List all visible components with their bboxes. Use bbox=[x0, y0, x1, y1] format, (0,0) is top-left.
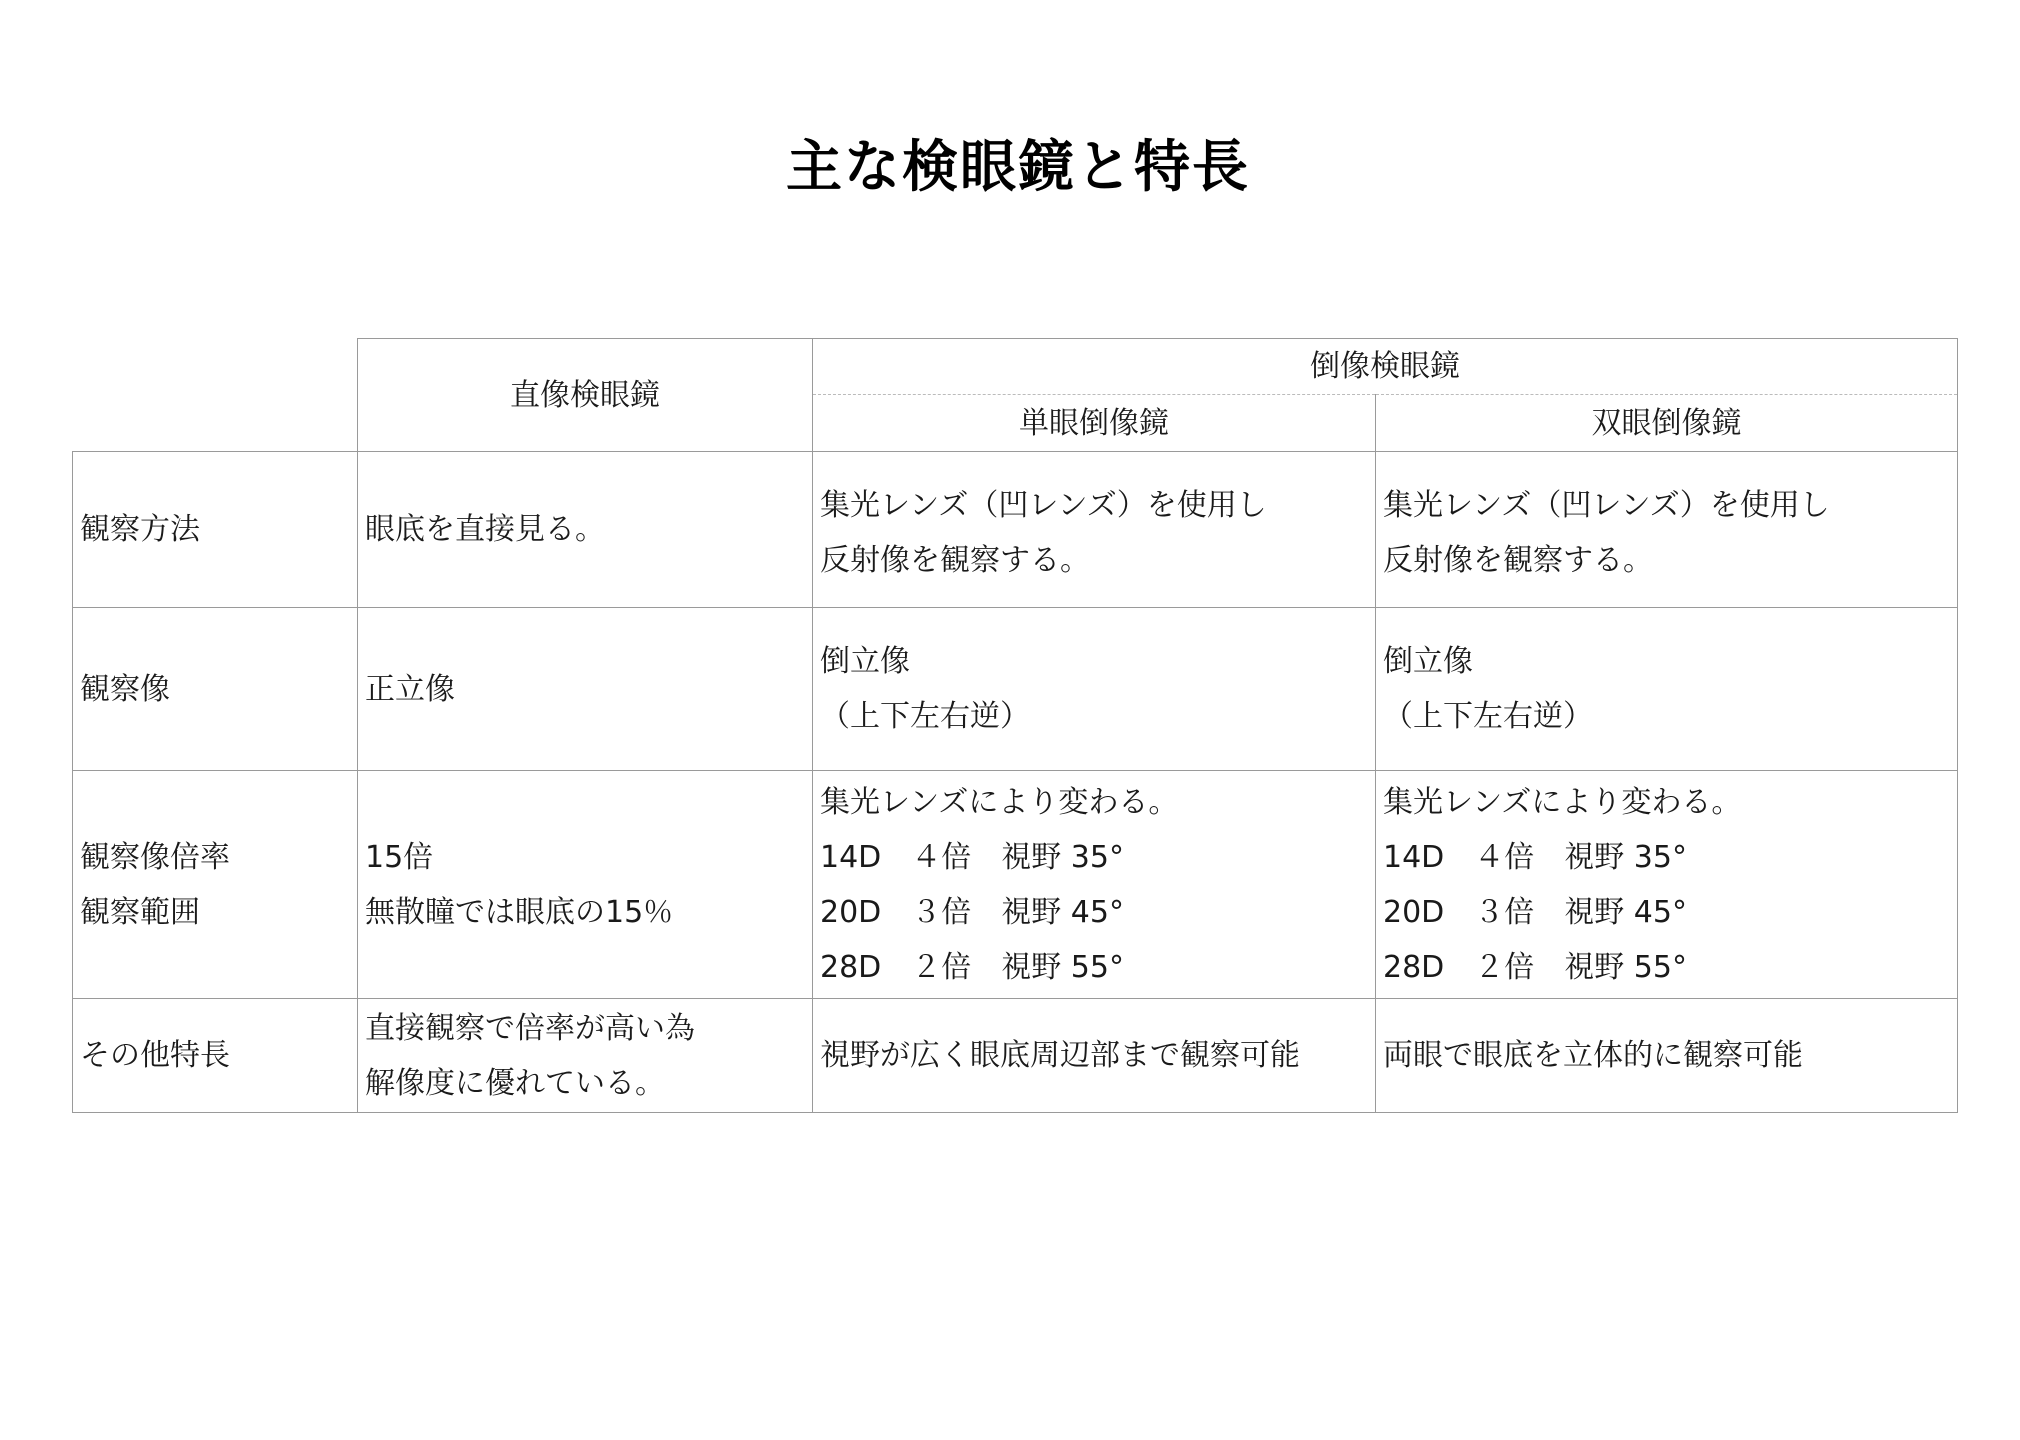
cell-monocular-other bbox=[813, 999, 1376, 1113]
row-label-magnification bbox=[73, 771, 358, 999]
cell-line: 28D ２倍 視野 55° bbox=[820, 949, 1124, 985]
header-binocular: 双眼倒像鏡 bbox=[1376, 395, 1958, 452]
cell-line: 倒立像 bbox=[1383, 644, 1473, 679]
cell-line: 15倍 bbox=[365, 839, 434, 875]
cell-line: 反射像を観察する。 bbox=[1383, 543, 1653, 578]
row-label-image bbox=[73, 608, 358, 771]
cell-direct-magnification bbox=[358, 771, 813, 999]
cell-line: 無散瞳では眼底の15％ bbox=[365, 894, 674, 930]
ophthalmoscope-table bbox=[72, 338, 1958, 1113]
cell-line: 20D ３倍 視野 45° bbox=[1383, 894, 1687, 930]
cell-line: 直接観察で倍率が高い為 bbox=[365, 1010, 695, 1046]
cell-line: 視野が広く眼底周辺部まで観察可能 bbox=[820, 1038, 1300, 1073]
cell-line: 20D ３倍 視野 45° bbox=[820, 894, 1124, 930]
cell-line: 集光レンズにより変わる。 bbox=[1383, 784, 1742, 820]
cell-line: 集光レンズ（凹レンズ）を使用し bbox=[820, 488, 1267, 523]
cell-line: その他特長 bbox=[80, 1038, 230, 1073]
cell-monocular-method bbox=[813, 452, 1376, 608]
corner-cell bbox=[73, 339, 358, 452]
header-direct: 直像検眼鏡 bbox=[358, 339, 813, 452]
cell-line: （上下左右逆） bbox=[820, 699, 1030, 734]
cell-line: 両眼で眼底を立体的に観察可能 bbox=[1383, 1038, 1803, 1073]
cell-binocular-image bbox=[1376, 608, 1958, 771]
cell-line: 観察方法 bbox=[80, 512, 200, 547]
cell-binocular-other bbox=[1376, 999, 1958, 1113]
cell-line: 集光レンズにより変わる。 bbox=[820, 784, 1179, 820]
cell-line: 倒立像 bbox=[820, 644, 910, 679]
cell-line: 集光レンズ（凹レンズ）を使用し bbox=[1383, 488, 1830, 523]
cell-line: 反射像を観察する。 bbox=[820, 543, 1090, 578]
cell-line: （上下左右逆） bbox=[1383, 699, 1593, 734]
cell-line: 28D ２倍 視野 55° bbox=[1383, 949, 1687, 985]
cell-binocular-method bbox=[1376, 452, 1958, 608]
cell-line: 14D ４倍 視野 35° bbox=[820, 839, 1124, 875]
cell-line: 14D ４倍 視野 35° bbox=[1383, 839, 1687, 875]
cell-line: 観察範囲 bbox=[80, 894, 200, 930]
header-monocular: 単眼倒像鏡 bbox=[813, 395, 1376, 452]
cell-monocular-image bbox=[813, 608, 1376, 771]
cell-direct-method bbox=[358, 452, 813, 608]
cell-line: 観察像倍率 bbox=[80, 839, 230, 875]
cell-line: 観察像 bbox=[80, 671, 170, 707]
row-label-other bbox=[73, 999, 358, 1113]
cell-line: 正立像 bbox=[365, 671, 455, 707]
cell-monocular-magnification bbox=[813, 771, 1376, 999]
cell-line: 眼底を直接見る。 bbox=[365, 512, 605, 547]
row-label-method bbox=[73, 452, 358, 608]
cell-line: 解像度に優れている。 bbox=[365, 1065, 665, 1101]
page-title: 主な検眼鏡と特長 bbox=[786, 135, 1250, 200]
cell-direct-image bbox=[358, 608, 813, 771]
cell-direct-other bbox=[358, 999, 813, 1113]
cell-binocular-magnification bbox=[1376, 771, 1958, 999]
header-indirect: 倒像検眼鏡 bbox=[813, 339, 1958, 395]
